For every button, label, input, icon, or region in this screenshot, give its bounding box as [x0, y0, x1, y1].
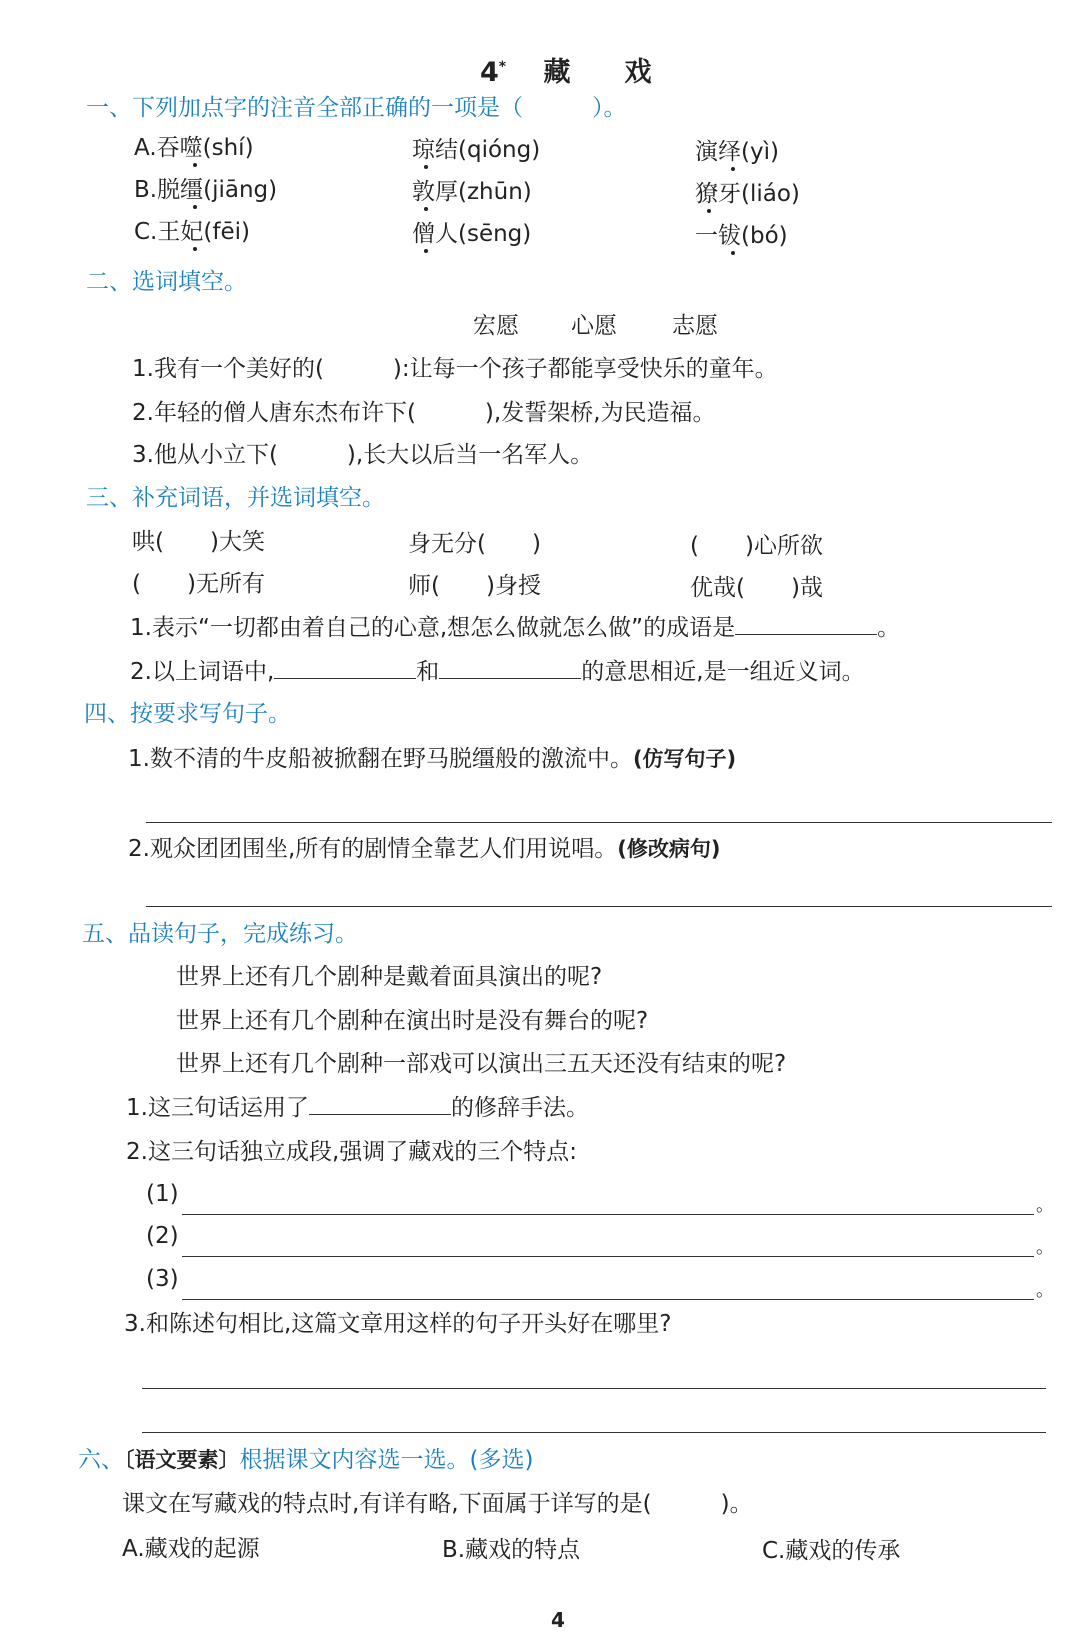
s1-a2: 琼结(qióng) — [412, 137, 541, 163]
word-option-2: 心愿 — [571, 313, 617, 339]
idiom-1: 哄( )大笑 — [132, 529, 265, 555]
s1-b3: 獠牙(liáo) — [695, 181, 800, 207]
answer-blank[interactable] — [735, 614, 877, 635]
s6-option-a: A.藏戏的起源 — [122, 1536, 260, 1562]
s3-q2 — [130, 658, 865, 686]
s3-q2-text: 2.以上词语中, — [130, 659, 275, 685]
answer-line[interactable] — [182, 1214, 1034, 1215]
title-text: 藏 戏 — [543, 57, 652, 88]
answer-blank[interactable] — [439, 658, 581, 679]
page-number: 4 — [551, 1608, 565, 1632]
answer-line[interactable] — [142, 1388, 1046, 1389]
s6-option-b: B.藏戏的特点 — [442, 1537, 581, 1563]
s6-heading-tag: 〔语文要素〕 — [124, 1448, 240, 1472]
idiom-3: ( )心所欲 — [690, 533, 823, 559]
idiom-2: 身无分( ) — [408, 531, 541, 557]
section-3-heading: 三、补充词语，并选词填空。 — [86, 485, 385, 511]
s3-q2-and: 和 — [416, 659, 440, 685]
s1-a1: A.吞噬(shí) — [134, 135, 254, 161]
item-end-1: 。 — [1036, 1195, 1054, 1216]
s5-q2: 2.这三句话独立成段,强调了藏戏的三个特点: — [126, 1139, 578, 1165]
item-end-3: 。 — [1036, 1280, 1054, 1301]
emphasis-dot — [193, 163, 197, 167]
title-number: 4 — [480, 57, 499, 88]
emphasis-dot — [707, 209, 711, 213]
s6-heading-text: 根据课文内容选一选。(多选) — [239, 1447, 534, 1473]
s4-q2 — [128, 835, 720, 863]
s3-q1-end: 。 — [877, 615, 901, 641]
quote-line-1: 世界上还有几个剧种是戴着面具演出的呢? — [176, 964, 603, 990]
emphasis-dot — [193, 247, 197, 251]
s4-q1-note: (仿写句子) — [632, 747, 737, 771]
s1-c2: 僧人(sēng) — [412, 221, 532, 247]
word-option-3: 志愿 — [672, 313, 718, 339]
emphasis-dot — [424, 165, 428, 169]
s1-c3: 一钹(bó) — [695, 223, 788, 249]
section-2-heading: 二、选词填空。 — [86, 269, 247, 295]
s2-q1: 1.我有一个美好的( ):让每一个孩子都能享受快乐的童年。 — [132, 356, 778, 382]
s6-question: 课文在写藏戏的特点时,有详有略,下面属于详写的是( )。 — [122, 1491, 753, 1517]
item-label-2: (2) — [146, 1223, 179, 1249]
s2-q2: 2.年轻的僧人唐东杰布许下( ),发誓架桥,为民造福。 — [132, 400, 716, 426]
s1-b2: 敦厚(zhūn) — [412, 179, 532, 205]
answer-blank[interactable] — [309, 1094, 451, 1115]
s5-q1-text: 1.这三句话运用了 — [126, 1095, 309, 1121]
s5-q1 — [126, 1094, 589, 1122]
section-5-heading: 五、品读句子，完成练习。 — [82, 921, 358, 947]
s1-c1: C.王妃(fēi) — [134, 219, 250, 245]
answer-line[interactable] — [146, 906, 1052, 907]
s3-q1 — [130, 614, 900, 642]
s6-heading-num: 六、 — [78, 1447, 124, 1473]
idiom-6: 优哉( )哉 — [690, 575, 823, 601]
s2-q3: 3.他从小立下( ),长大以后当一名军人。 — [132, 442, 594, 468]
emphasis-dot — [424, 249, 428, 253]
quote-line-2: 世界上还有几个剧种在演出时是没有舞台的呢? — [176, 1008, 649, 1034]
s3-q1-text: 1.表示“一切都由着自己的心意,想怎么做就怎么做”的成语是 — [130, 615, 736, 641]
s1-a3: 演绎(yì) — [695, 139, 779, 165]
item-end-2: 。 — [1036, 1237, 1054, 1258]
answer-line[interactable] — [182, 1299, 1034, 1300]
s5-q3: 3.和陈述句相比,这篇文章用这样的句子开头好在哪里? — [124, 1311, 672, 1337]
title-star: * — [498, 59, 507, 75]
s4-q1-text: 1.数不清的牛皮船被掀翻在野马脱缰般的激流中。 — [128, 746, 633, 772]
s6-option-c: C.藏戏的传承 — [762, 1538, 901, 1564]
quote-line-3: 世界上还有几个剧种一部戏可以演出三五天还没有结束的呢? — [176, 1051, 787, 1077]
emphasis-dot — [424, 207, 428, 211]
answer-line[interactable] — [146, 822, 1052, 823]
emphasis-dot — [731, 251, 735, 255]
s5-q1-end: 的修辞手法。 — [450, 1095, 589, 1121]
item-label-1: (1) — [146, 1181, 179, 1207]
section-4-heading: 四、按要求写句子。 — [84, 701, 291, 727]
answer-blank[interactable] — [274, 658, 416, 679]
answer-line[interactable] — [142, 1432, 1046, 1433]
idiom-4: ( )无所有 — [132, 571, 265, 597]
section-1-heading: 一、下列加点字的注音全部正确的一项是（ ）。 — [86, 95, 627, 121]
section-6-heading — [78, 1446, 533, 1474]
s4-q2-text: 2.观众团团围坐,所有的剧情全靠艺人们用说唱。 — [128, 836, 618, 862]
s3-q2-end: 的意思相近,是一组近义词。 — [581, 659, 865, 685]
emphasis-dot — [731, 167, 735, 171]
word-option-1: 宏愿 — [473, 313, 519, 339]
answer-line[interactable] — [182, 1256, 1034, 1257]
idiom-5: 师( )身授 — [408, 573, 541, 599]
s4-q2-note: (修改病句) — [617, 837, 721, 861]
emphasis-dot — [193, 205, 197, 209]
s4-q1 — [128, 745, 736, 773]
item-label-3: (3) — [146, 1266, 179, 1292]
s1-b1: B.脱缰(jiāng) — [134, 177, 278, 203]
page-title — [480, 50, 652, 89]
